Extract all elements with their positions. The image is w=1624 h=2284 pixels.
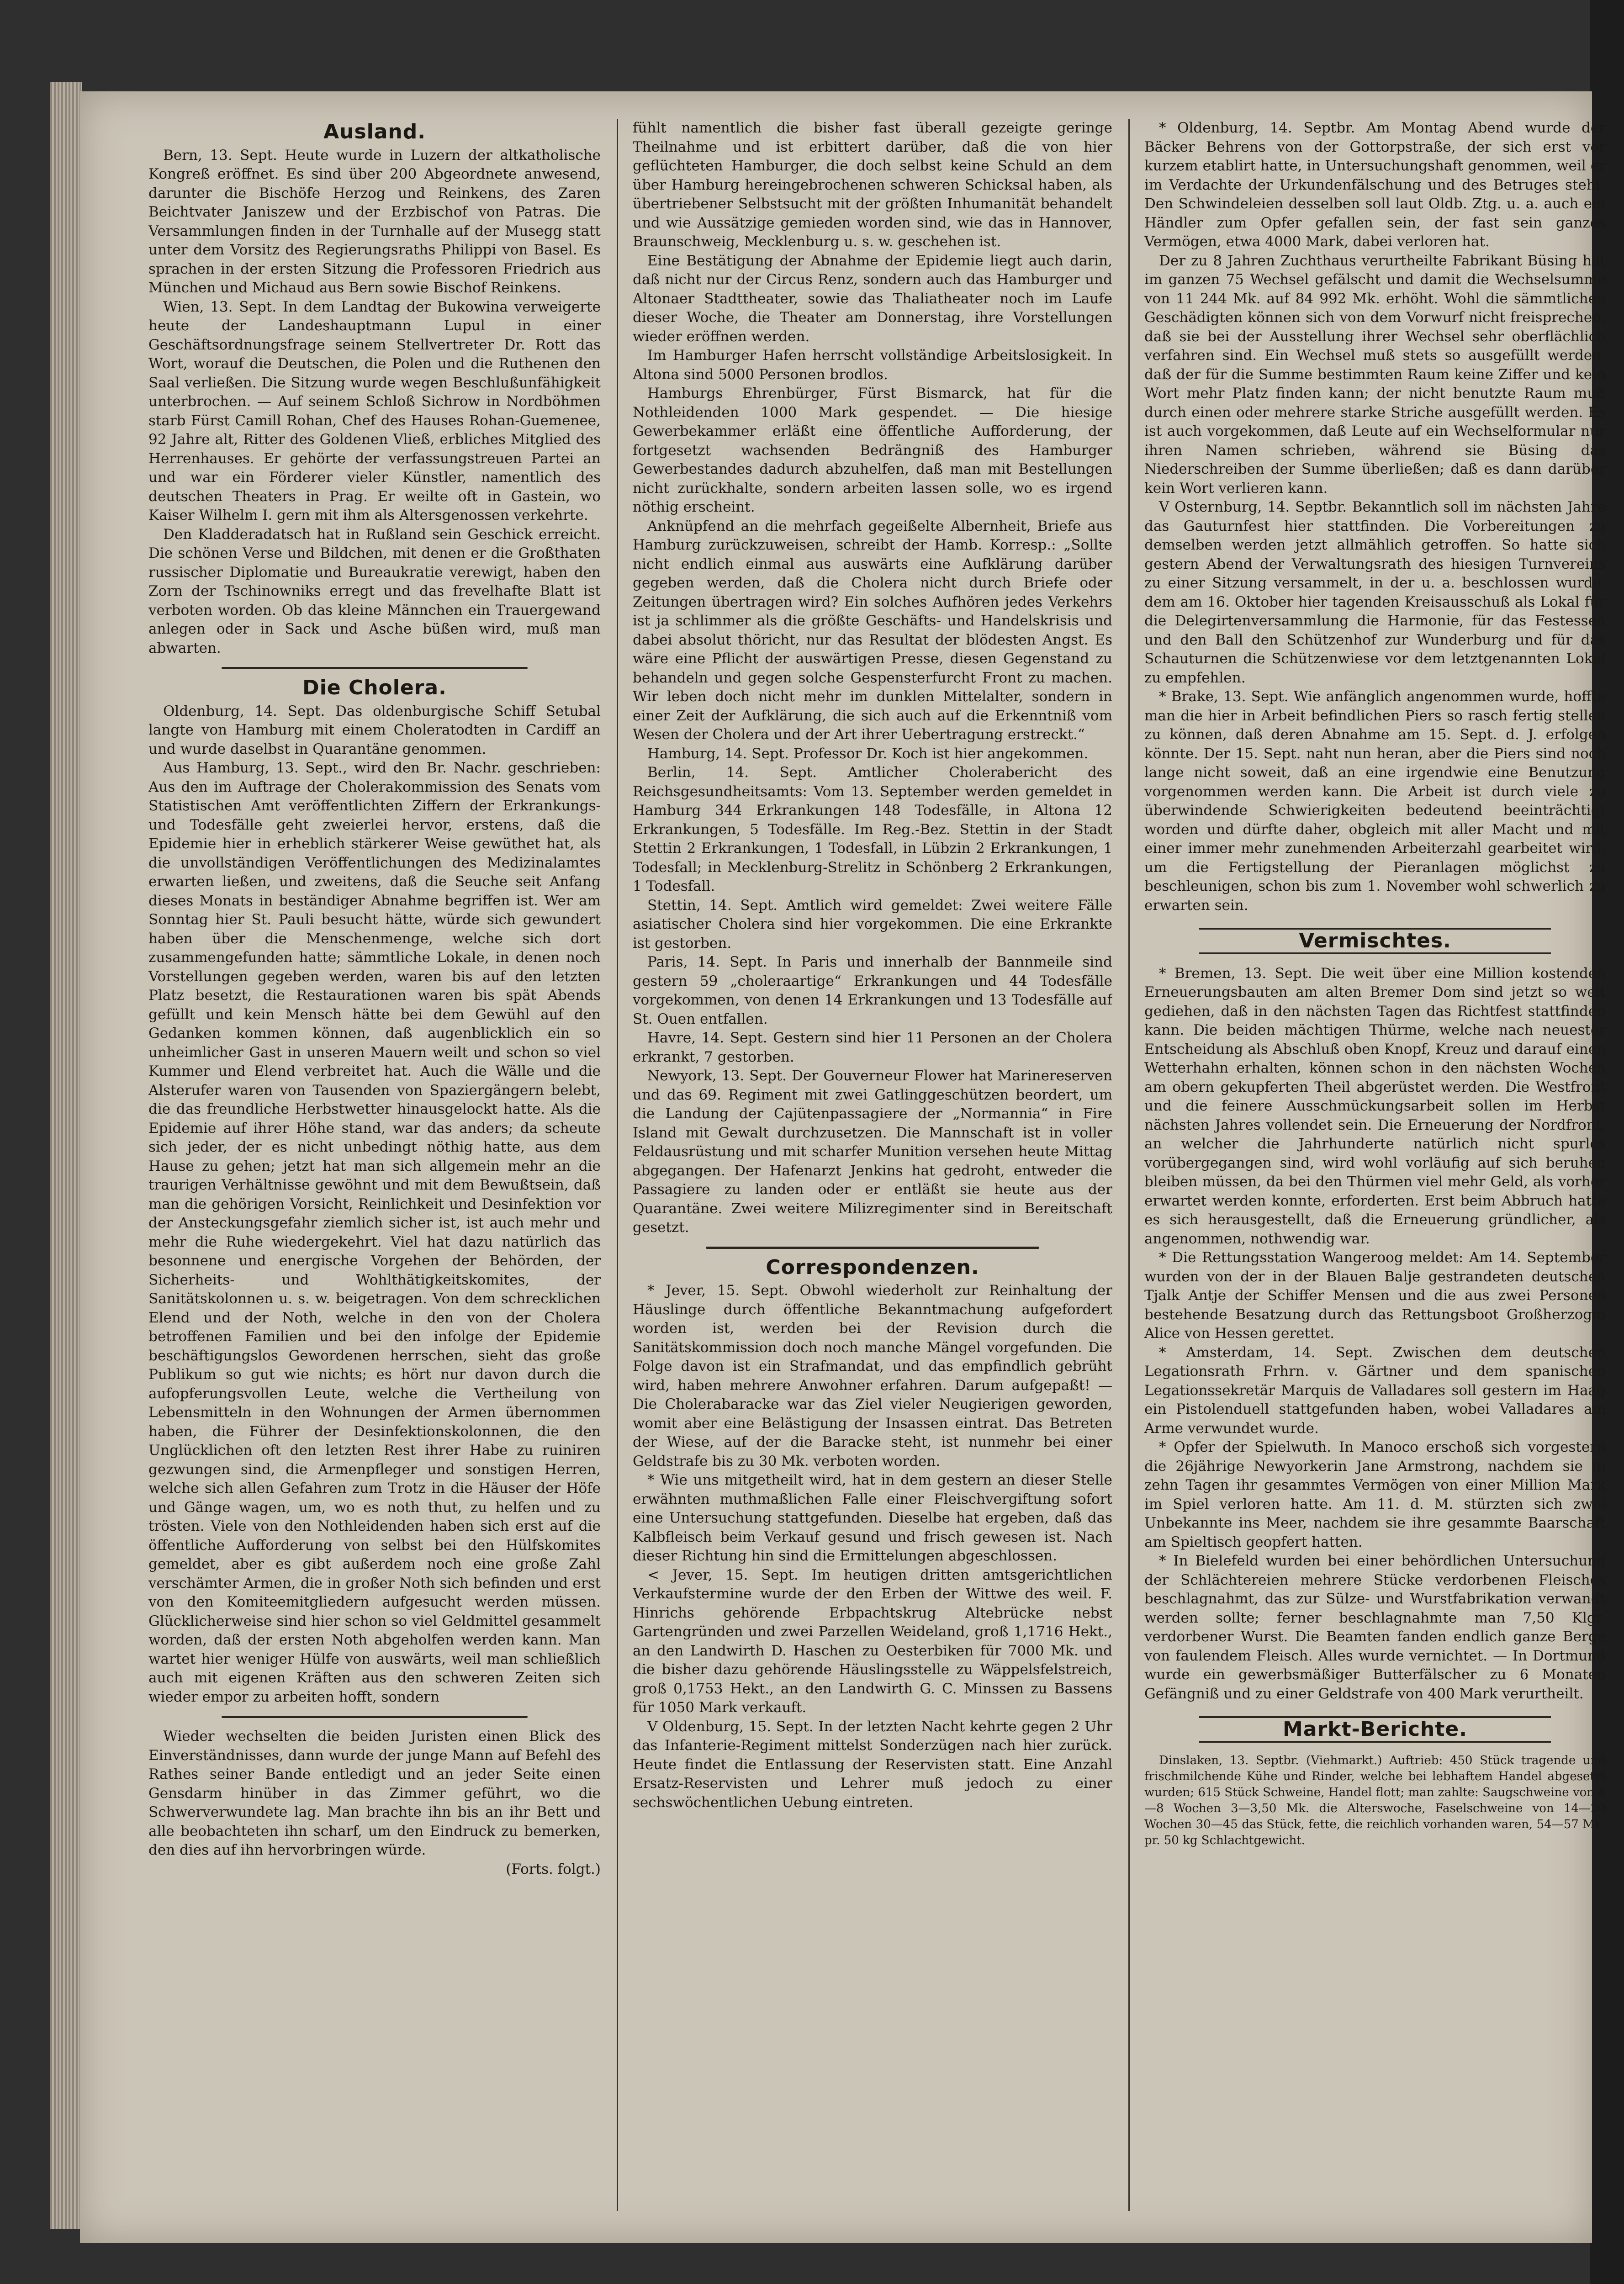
section-heading-cholera: Die Cholera. — [302, 676, 447, 699]
heading-box — [1199, 1716, 1551, 1743]
article-jever-2: * Wie uns mitgetheilt wird, hat in dem gestern an dieser Stelle erwähnten muthmaßlichen Falle einer Fleischvergiftung sofort eine Untersuchung stattgefunden. Dieselbe hat ergeben, daß das Kalbfleisch beim Verkauf gesund und frisch gewesen ist. Nach dieser Richtung hin sind die Ermittelungen abgeschlossen. — [633, 1472, 1112, 1564]
article-jever-3: < Jever, 15. Sept. Im heutigen dritten amtsgerichtlichen Verkaufstermine wurde der den Erben der Wittwe des weil. F. Hinrichs gehörende Erbpachtskrug Altebrücke nebst Gartengründen und zwei Parzellen Weideland, groß 1,1716 Hekt., an den Landwirth D. Haschen zu Oesterbiken für 7000 Mk. und die bisher dazu gehörende Häuslingsstelle zu Wäppelsfelstreich, groß 0,1753 Hekt., an den Landwirth G. C. Minssen zu Bassens für 1050 Mark verkauft. — [633, 1566, 1112, 1716]
column-2 — [633, 119, 1112, 2215]
article-theater: Eine Bestätigung der Abnahme der Epidemie liegt auch darin, daß nicht nur der Circus Renz, sondern auch das Hamburger und Altonaer Stadttheater, sowie das Thaliatheater noch im Laufe dieser Woche, die Theater am Donnerstag, ihre Vorstellungen wieder eröffnen werden. — [633, 252, 1112, 345]
article-berlin: Berlin, 14. Sept. Amtlicher Cholerabericht des Reichsgesundheitsamts: Vom 13. September werden gemeldet in Hamburg 344 Erkrankungen 148 Todesfälle, in Altona 12 Erkrankungen, 5 Todesfälle. Im Reg.-Bez. Stettin in der Stadt Stettin 2 Erkrankungen, 1 Todesfall, in Lübzin 2 Erkrankungen, 1 Todesfall; in Mecklenburg-Strelitz in Schönberg 2 Erkrankungen, 1 Todesfall. — [633, 764, 1112, 894]
article-osternburg: V Osternburg, 14. Septbr. Bekanntlich soll im nächsten Jahre das Gauturnfest hier stattfinden. Die Vorbereitungen zu demselben werden jetzt allmählich getroffen. So hatte sich gestern Abend der Verwaltungsrath des hiesigen Turnvereins zu einer Sitzung versammelt, in der u. a. beschlossen wurde, dem am 16. Oktober hier tagenden Kreisausschuß als Lokal für die Delegirtenversammlung die Harmonie, für das Festessen und den Ball den Schützenhof zur Wunderburg und für das Schauturnen die Schützenwiese vor dem letztgenannten Lokal zu empfehlen. — [1144, 499, 1606, 686]
article-brake: * Brake, 13. Sept. Wie anfänglich angenommen wurde, hoffte man die hier in Arbeit befindlichen Piers so rasch fertig stellen zu können, daß deren Abnahme am 15. Sept. d. J. erfolgen könnte. Der 15. Sept. naht nun heran, aber die Piers sind noch lange nicht soweit, daß an eine irgendwie eine Benutzung vorgenommen werden kann. Die Arbeit ist durch viele zu überwindende Schwierigkeiten bedeutend beeinträchtigt worden und dürfte daher, obgleich mit aller Macht und mit einer immer mehr zunehmenden Arbeiterzahl gearbeitet wird, um die Fertigstellung der Pieranlagen möglichst zu beschleunigen, schon bis zum 1. November wohl schwerlich zu erwarten sein. — [1144, 688, 1606, 914]
separator-rule — [222, 1716, 528, 1718]
article-oldenburg-regiment: V Oldenburg, 15. Sept. In der letzten Nacht kehrte gegen 2 Uhr das Infanterie-Regiment mittelst Sonderzügen nach hier zurück. Heute findet die Entlassung der Reservisten statt. Eine Anzahl Ersatz-Reservisten und Lehrer muß jedoch zu einer sechswöchentlichen Uebung eintreten. — [633, 1718, 1112, 1811]
article-briefe: Anknüpfend an die mehrfach gegeißelte Albernheit, Briefe aus Hamburg zurückzuweisen, schreibt der Hamb. Korresp.: „Sollte nicht endlich einmal aus auswärts eine Aufklärung darüber gegeben werden, daß die Cholera nicht durch Briefe oder Zeitungen übertragen wird? Ein solches Aufhören jedes Verkehrs ist ja schlimmer als die größte Geschäfts- und Handelskrisis und dabei absolut thöricht, nur das Resultat der blödesten Angst. Es wäre eine Pflicht der auswärtigen Presse, diesen Gegenstand zu behandeln und gegen solche Gespensterfurcht Front zu machen. Wir leben doch nicht mehr im dunklen Mittelalter, sondern in einer Zeit der Aufklärung, die sich auch auf die Erkenntniß vom Wesen der Cholera und der Art ihrer Uebertragung erstreckt.“ — [633, 518, 1112, 743]
article-stettin: Stettin, 14. Sept. Amtlich wird gemeldet: Zwei weitere Fälle asiatischer Cholera sind hier vorgekommen. Die eine Erkrankte ist gestorben. — [633, 897, 1112, 952]
article-oldenburg-cholera: Oldenburg, 14. Sept. Das oldenburgische Schiff Setubal langte von Hamburg mit einem Choleratodten in Cardiff an und wurde daselbst in Quarantäne genommen. — [148, 703, 601, 757]
article-wien: Wien, 13. Sept. In dem Landtag der Bukowina verweigerte heute der Landeshauptmann Lupul in einer Geschäftsordnungsfrage seinem Stellvertreter Dr. Rott das Wort, worauf die Deutschen, die Polen und die Ruthenen den Saal verließen. Die Sitzung wurde wegen Beschlußunfähigkeit unterbrochen. — Auf seinem Schloß Sichrow in Nordböhmen starb Fürst Camill Rohan, Chef des Hauses Rohan-Guemenee, 92 Jahre alt, Ritter des Goldenen Vließ, erbliches Mitglied des Herrenhauses. Er gehörte der verfassungstreuen Partei an und war ein Förderer vieler Künstler, namentlich des deutschen Theaters in Prag. Er weilte oft in Gastein, wo Kaiser Wilhelm I. gern mit ihm als Altersgenossen verkehrte. — [148, 298, 601, 523]
article-bremen: * Bremen, 13. Sept. Die weit über eine Million kostenden Erneuerungsbauten am alten Bremer Dom sind jetzt so weit gediehen, daß in den nächsten Tagen das Richtfest stattfinden kann. Die beiden mächtigen Thürme, welche nach neuester Entscheidung als Abschluß oben Knopf, Kreuz und darauf einen Wetterhahn erhalten, können schon in den nächsten Wochen am obern gekupferten Theil abgerüstet werden. Die Westfront und die feinere Ausschmückungsarbeit sollen im Herbst nächsten Jahres vollendet sein. Die Erneuerung der Nordfront, an welcher die Jahrhunderte natürlich nicht spurlos vorübergegangen sind, wird wohl vorläufig auf sich beruhen bleiben müssen, da bei den Thürmen viel mehr Geld, als vorher erwartet werden konnte, erforderten. Erst beim Abbruch hatte es sich herausgestellt, daß die Erneuerung gründlicher, als angenommen, nothwendig war. — [1144, 965, 1606, 1247]
article-hamburg-cholera: Aus Hamburg, 13. Sept., wird den Br. Nachr. geschrieben: Aus den im Auftrage der Cholerakommission des Senats vom Statistischen Amt veröffentlichten Ziffern der Erkrankungs- und Todesfälle geht zweierlei hervor, erstens, daß die Epidemie hier in erheblich stärkerer Weise gewüthet hat, als die unvollständigen Veröffentlichungen des Medizinalamtes erwarten ließen, und zweitens, daß die Seuche seit Anfang dieses Monats in beständiger Abnahme begriffen ist. Wer am Sonntag hier St. Pauli besucht hätte, würde sich gewundert haben über die Menschenmenge, welche sich dort zusammengefunden hatte; sämmtliche Lokale, in denen noch Vorstellungen gegeben werden, waren bis auf den letzten Platz besetzt, die Restaurationen waren bis spät Abends gefüllt und kein Mensch hätte bei dem Gewühl auf den Gedanken kommen können, daß augenblicklich ein so unheimlicher Gast in unseren Mauern weilt und schon so viel Kummer und Elend verbreitet hat. Auch die Wälle und die Alsterufer waren von Tausenden von Spaziergängern belebt, die das freundliche Herbstwetter hinausgelockt hatte. Als die Epidemie auf ihrer Höhe stand, war das anders; da scheute sich jeder, der es nicht unbedingt nöthig hatte, aus dem Hause zu gehen; jetzt hat man sich allgemein mehr an die traurigen Verhältnisse gewöhnt und mit dem Bewußtsein, daß man die gehörigen Vorsicht, Reinlichkeit und Desinfektion vor der Ansteckungsgefahr ziemlich sicher ist, ist auch mehr und mehr die Ruhe wiedergekehrt. Viel hat dazu natürlich das besonnene und energische Vorgehen der Behörden, der Sicherheits- und Wohlthätigkeitskomites, der Sanitätskolonnen u. s. w. beigetragen. Von dem schrecklichen Elend und der Noth, welche in den von der Cholera betroffenen Familien und bei den infolge der Epidemie beschäftigungslos Gewordenen herrschen, sieht das große Publikum so gut wie nichts; es hört nur davon durch die aufopferungsvollen Leute, welche die Vertheilung von Lebensmitteln in den Wohnungen der Armen übernommen haben, die Führer der Desinfektionskolonnen, die den Unglücklichen oft den letzten Rest ihrer Habe zu ruiniren gezwungen sind, die Armenpfleger und sonstigen Herren, welche sich allen Gefahren zum Trotz in die Häuser der Höfe und Gänge wagen, um, wo es noth thut, zu helfen und zu trösten. Viele von den Nothleidenden haben sich erst auf die öffentliche Aufforderung von selbst bei den Hülfskomites gemeldet, aber es gibt außerdem noch eine große Zahl verschämter Armen, die in großer Noth sich befinden und erst von den Komiteemitgliedern aufgesucht werden müssen. Glücklicherweise sind hier schon so viel Geldmittel gesammelt worden, daß der ersten Noth abgeholfen werden kann. Man wartet hier weniger Hülfe von auswärts, weil man schließlich auch mit eigenen Kräften aus den schweren Zeiten sich wieder empor zu arbeiten hofft, sondern — [148, 760, 601, 1705]
serial-continued-note: (Forts. folgt.) — [506, 1861, 601, 1877]
column-3 — [1144, 119, 1606, 2215]
article-kladderadatsch: Den Kladderadatsch hat in Rußland sein Geschick erreicht. Die schönen Verse und Bildchen, mit denen er die Großthaten russischer Diplomatie und Bureaukratie verewigt, haben den Zorn der Tschinowniks erregt und das frevelhafte Blatt ist verboten worden. Ob das kleine Männchen ein Trauergewand anlegen oder in Sack und Asche büßen wird, muß man abwarten. — [148, 526, 601, 656]
article-paris: Paris, 14. Sept. In Paris und innerhalb der Bannmeile sind gestern 59 „choleraartige“ Erkrankungen und 44 Todesfälle vorgekommen, von denen 14 Erkrankungen und 13 Todesfälle auf St. Ouen entfallen. — [633, 954, 1112, 1027]
section-heading-vermischtes: Vermischtes. — [1299, 929, 1451, 952]
article-bismarck: Hamburgs Ehrenbürger, Fürst Bismarck, hat für die Nothleidenden 1000 Mark gespendet. — Die hiesige Gewerbekammer erläßt eine öffentliche Aufforderung, der fortgesetzt wachsenden Bedrängniß des Hamburger Gewerbestandes dadurch abzuhelfen, daß man mit Bestellungen nicht zurückhalte, sondern arbeiten lassen solle, wo es irgend nöthig erscheint. — [633, 385, 1112, 515]
article-buesing: Der zu 8 Jahren Zuchthaus verurtheilte Fabrikant Büsing hat im ganzen 75 Wechsel gefälscht und damit die Wechselsumme von 11 244 Mk. auf 84 992 Mk. erhöht. Wohl die sämmtlichen Geschädigten können sich von dem Vorwurf nicht freisprechen, daß sie bei der Ausstellung ihrer Wechsel sehr oberflächlich verfahren sind. Ein Wechsel muß stets so ausgefüllt werden, daß der für die Summe bestimmten Raum keine Ziffer und kein Wort mehr Platz finden kann; der nicht benutzte Raum muß durch einen oder mehrere starke Striche ausgefüllt werden. Es ist auch vorgekommen, daß Leute auf ein Wechselformular nur ihren Namen schrieben, während sie Büsing das Niederschreiben der Summe überließen; daß es dann darüber kein Wort verlieren kann. — [1144, 252, 1606, 497]
article-dinslaken: Dinslaken, 13. Septbr. (Viehmarkt.) Auftrieb: 450 Stück tragende und frischmilchende Kühe und Rinder, welche bei lebhaftem Handel abgesetzt wurden; 615 Stück Schweine, Handel flott; man zahlte: Saugschweine von 4—8 Wochen 3—3,50 Mk. die Alterswoche, Faselschweine von 14—20 Wochen 30—45 das Stück, fette, die reichlich vorhanden waren, 54—57 Mk. pr. 50 kg Schlachtgewicht. — [1144, 1753, 1606, 1847]
article-bern: Bern, 13. Sept. Heute wurde in Luzern der altkatholische Kongreß eröffnet. Es sind über 200 Abgeordnete anwesend, darunter die Bischöfe Herzog und Reinkens, des Zaren Beichtvater Janiszew und der Erzbischof von Patras. Die Versammlungen finden in der Turnhalle auf der Musegg statt unter dem Vorsitz des Regierungsraths Philippi von Basel. Es sprachen in der ersten Sitzung die Professoren Friedrich aus München und Michaud aus Bern sowie Bischof Reinkens. — [148, 147, 601, 296]
article-wangeroog: * Die Rettungsstation Wangeroog meldet: Am 14. September wurden von der in der Blauen Balje gestrandeten deutschen Tjalk Antje der Schiffer Mensen und die aus zwei Personen bestehende Besatzung durch das Rettungsboot Großherzogin Alice von Hessen gerettet. — [1144, 1249, 1606, 1342]
book-page-edges — [50, 82, 82, 2229]
column-rule — [1128, 119, 1130, 2211]
article-jever-1: * Jever, 15. Sept. Obwohl wiederholt zur Reinhaltung der Häuslinge durch öffentliche Bekanntmachung aufgefordert worden ist, werden bei der Revision durch die Sanitätskommission doch noch manche Mängel vorgefunden. Die Folge davon ist ein Strafmandat, und das empfindlich gebrüht wird, haben mehrere Anwohner erfahren. Darum aufgepaßt! — Die Cholerabaracke war das Ziel vieler Neugierigen geworden, womit aber eine Belästigung der Insassen eintrat. Das Betreten der Wiese, auf der die Baracke steht, ist nunmehr bei einer Geldstrafe bis zu 30 Mk. verboten worden. — [633, 1282, 1112, 1470]
article-hamburg-koch: Hamburg, 14. Sept. Professor Dr. Koch ist hier angekommen. — [647, 745, 1089, 762]
column-1 — [148, 119, 601, 2215]
separator-rule — [222, 667, 528, 669]
section-heading-correspondenzen: Correspondenzen. — [766, 1255, 979, 1279]
article-amsterdam: * Amsterdam, 14. Sept. Zwischen dem deutschen Legationsrath Frhrn. v. Gärtner und dem spanischen Legationssekretär Marquis de Valladares soll gestern im Haag ein Pistolenduell stattgefunden haben, wobei Valladares am Arme verwundet wurde. — [1144, 1344, 1606, 1437]
separator-rule — [706, 1247, 1039, 1249]
article-spielwuth: * Opfer der Spielwuth. In Manoco erschoß sich vorgestern die 26jährige Newyorkerin Jane Armstrong, nachdem sie in zehn Tagen ihr gesammtes Vermögen von einer Million Mark im Spiel verloren hatte. Am 11. d. M. stürzten sich zwei Unbekannte ins Meer, nachdem sie ihre gesammte Baarschaft am Spieltisch geopfert hatten. — [1144, 1439, 1606, 1550]
newspaper-page — [80, 91, 1606, 2243]
article-continuation: fühlt namentlich die bisher fast überall gezeigte geringe Theilnahme und ist erbittert darüber, daß die von hier geflüchteten Hamburger, die doch selbst keine Schuld an dem über Hamburg hereingebrochenen schweren Schicksal haben, als übertriebener Selbstsucht mit der größten Inhumanität behandelt und wie Aussätzige gemieden worden sind, wie das in Hannover, Braunschweig, Mecklenburg u. s. w. geschehen ist. — [633, 120, 1112, 250]
article-havre: Havre, 14. Sept. Gestern sind hier 11 Personen an der Cholera erkrankt, 7 gestorben. — [633, 1030, 1112, 1065]
article-oldenburg-behrens: * Oldenburg, 14. Septbr. Am Montag Abend wurde der Bäcker Behrens von der Gottorpstraße, der sich erst vor kurzem etablirt hatte, in Untersuchungshaft genommen, weil er im Verdachte der Urkundenfälschung und des Betruges steht. Den Schwindeleien desselben soll laut Oldb. Ztg. u. a. auch ein Händler zum Opfer gefallen sein, der fast sein ganzes Vermögen, etwa 4000 Mark, dabei verloren hat. — [1144, 120, 1606, 250]
section-heading-marktberichte: Markt-Berichte. — [1283, 1718, 1467, 1741]
serial-story: Wieder wechselten die beiden Juristen einen Blick des Einverständnisses, dann wurde der junge Mann auf Befehl des Rathes seiner Bande entledigt und an jeder Seite einen Gensdarm hinüber in das Zimmer geführt, wo die Schwerverwundete lag. Man brachte ihn bis an ihr Bett und alle beobachteten ihn scharf, um den Eindruck zu bemerken, den dies auf ihn hervorbringen würde. — [148, 1728, 601, 1858]
section-heading-ausland: Ausland. — [323, 120, 426, 143]
article-hafen: Im Hamburger Hafen herrscht vollständige Arbeitslosigkeit. In Altona sind 5000 Personen brodlos. — [633, 347, 1112, 383]
article-bielefeld: * In Bielefeld wurden bei einer behördlichen Untersuchung der Schlächtereien mehrere Stücke verdorbenen Fleisches beschlagnahmt, das zur Sülze- und Wurstfabrikation verwandt werden sollte; ferner beschlagnahmte man 7,50 Klgr. verdorbener Wurst. Die Beamten fanden endlich ganze Berge von faulendem Fleisch. Alles wurde vernichtet. — In Dortmund wurde ein gewerbsmäßiger Butterfälscher zu 6 Monaten Gefängniß und zu einer Geldstrafe von 400 Mark verurtheilt. — [1144, 1553, 1606, 1702]
heading-box — [1199, 928, 1551, 954]
article-newyork: Newyork, 13. Sept. Der Gouverneur Flower hat Marinereserven und das 69. Regiment mit zwei Gatlinggeschützen beordert, um die Landung der Cajütenpassagiere der „Normannia“ in Fire Island mit Gewalt durchzusetzen. Die Mannschaft ist in voller Feldausrüstung und mit scharfer Munition versehen heute Mittag abgegangen. Der Hafenarzt Jenkins hat gedroht, entweder die Passagiere zu landen oder er entläßt sie heute aus der Quarantäne. Zwei weitere Milizregimenter sind in Bereitschaft gesetzt. — [633, 1068, 1112, 1236]
column-rule — [617, 119, 618, 2211]
